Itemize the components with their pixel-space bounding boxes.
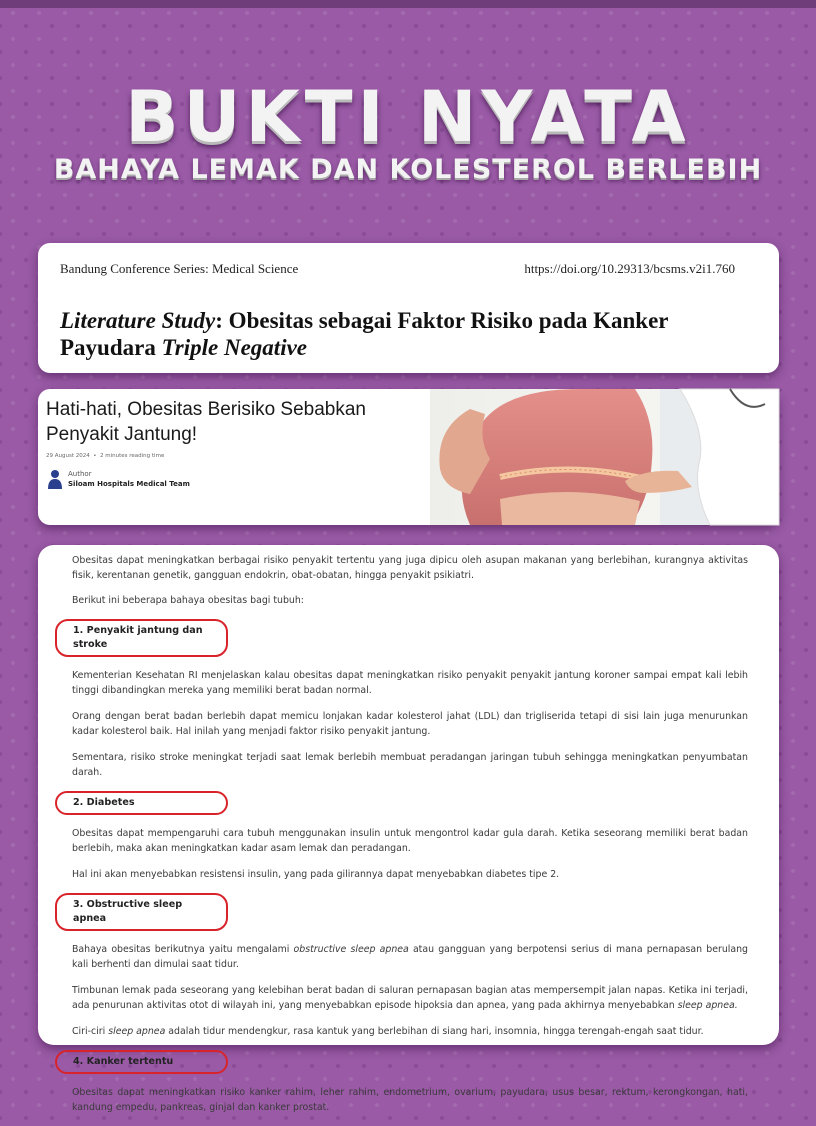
- journal-name: Bandung Conference Series: Medical Science: [60, 261, 299, 276]
- section-heading-sleep-apnea: 3. Obstructive sleep apnea: [55, 893, 228, 931]
- paragraph: [72, 1024, 748, 1039]
- article-card: [38, 545, 779, 1113]
- text-run-italic: obstructive sleep apnea: [293, 944, 409, 955]
- section-heading-heart-stroke: 1. Penyakit jantung dan stroke: [55, 619, 228, 657]
- paragraph: Orang dengan berat badan berlebih dapat memicu lonjakan kadar kolesterol jahat (LDL) dan trigliserida tetapi di sisi lain juga menurunkan kadar kolesterol baik. Hal inilah yang menjadi faktor risiko penyakit jantung.: [72, 711, 748, 737]
- paragraph: Obesitas dapat meningkatkan risiko kanker rahim, leher rahim, endometrium, ovarium, payudara, usus besar, rektum, kerongkongan, hati, kandung empedu, pankreas, ginjal dan kanker prostat.: [72, 1087, 748, 1113]
- study-title-italic-1: Literature Study: [60, 308, 216, 333]
- study-title-middle: : Obesitas sebagai Faktor Risiko pada Kanker Payudara: [60, 308, 669, 360]
- dateline-separator: •: [91, 453, 100, 459]
- text-run-italic: sleep apnea: [108, 1026, 166, 1037]
- paper-card: [38, 243, 779, 373]
- author-name[interactable]: Siloam Hospitals Medical Team: [68, 480, 190, 488]
- paragraph: [72, 942, 748, 972]
- text-run: Bahaya obesitas berikutnya yaitu mengalami: [72, 944, 294, 955]
- news-card: [38, 389, 779, 525]
- text-run: Ciri-ciri: [72, 1026, 109, 1037]
- paragraph: [72, 983, 748, 1013]
- section-heading-diabetes: 2. Diabetes: [55, 791, 228, 815]
- news-dateline: [46, 453, 164, 459]
- person-icon: [48, 469, 62, 489]
- paragraph: Sementara, risiko stroke meningkat terjadi saat lemak berlebih membuat peradangan jaringan tubuh sehingga meningkatkan penyumbatan darah.: [72, 752, 748, 778]
- text-run: adalah tidur mendengkur, rasa kantuk yang berlebihan di siang hari, insomnia, hingga terengah-engah saat tidur.: [165, 1026, 704, 1037]
- text-run: atau gangguan yang berpotensi serius di mana pernapasan berulang kali berhenti dan dimulai saat tidur.: [72, 944, 748, 970]
- paragraph: Obesitas dapat mempengaruhi cara tubuh menggunakan insulin untuk mengontrol kadar gula darah. Ketika seseorang memiliki berat badan berlebih, maka akan meningkatkan kadar asam lemak dan peradangan.: [72, 828, 748, 854]
- news-date: 29 August 2024: [46, 453, 90, 459]
- text-run: Timbunan lemak pada seseorang yang kelebihan berat badan di saluran pernapasan bagian atas mempersempit jalan napas. Ketika ini terjadi, ada penurunan aktivitas otot di wilayah ini, yang menyebabkan episode hipoksia dan apnea, yang pada akhirnya menyebabkan: [72, 985, 748, 1011]
- author-label: Author: [68, 470, 92, 478]
- paragraph: Hal ini akan menyebabkan resistensi insulin, yang pada gilirannya dapat menyebabkan diabetes tipe 2.: [72, 869, 560, 880]
- doi-link[interactable]: https://doi.org/10.29313/bcsms.v2i1.760: [524, 261, 735, 276]
- measuring-waist-photo: [430, 389, 779, 525]
- news-read-time: 2 minutes reading time: [100, 453, 165, 459]
- section-heading-cancer: 4. Kanker tertentu: [55, 1050, 228, 1074]
- text-run-italic: sleep apnea.: [677, 1000, 738, 1011]
- headline-title: BUKTI NYATA: [125, 76, 691, 158]
- headline-subtitle: BAHAYA LEMAK DAN KOLESTEROL BERLEBIH: [53, 154, 763, 185]
- study-title-italic-2: Triple Negative: [161, 335, 307, 360]
- news-title[interactable]: Hati-hati, Obesitas Berisiko Sebabkan Penyakit Jantung!: [46, 399, 366, 445]
- study-title: [60, 307, 750, 361]
- article-intro: Obesitas dapat meningkatkan berbagai risiko penyakit tertentu yang juga dipicu oleh asupan makanan yang berlebihan, kurangnya aktivitas fisik, kerentanan genetik, gangguan endokrin, obat-obatan, hingga penyakit psikiatri.: [72, 555, 748, 581]
- top-edge-strip: [0, 0, 816, 8]
- paragraph: Kementerian Kesehatan RI menjelaskan kalau obesitas dapat meningkatkan risiko penyakit penyakit jantung koroner sampai empat kali lebih tinggi dibandingkan mereka yang memiliki berat badan normal.: [72, 670, 748, 696]
- article-lead: Berikut ini beberapa bahaya obesitas bagi tubuh:: [72, 595, 304, 606]
- article-body: [72, 553, 748, 1126]
